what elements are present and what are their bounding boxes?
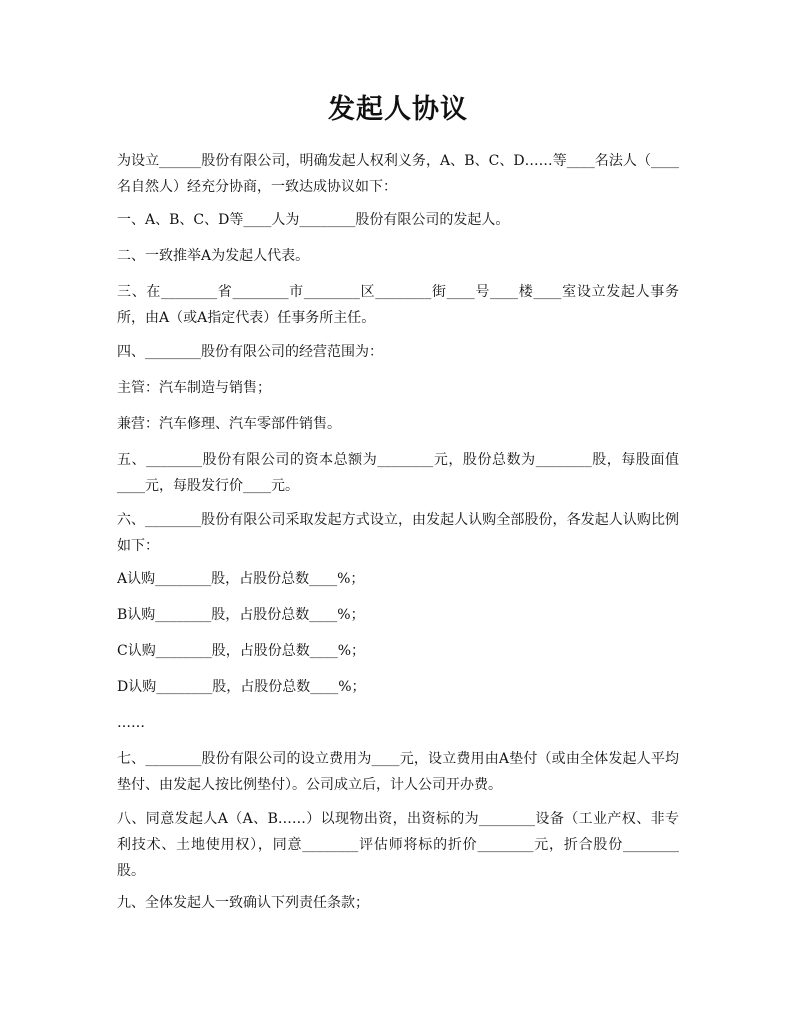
- clause-5: 五、________股份有限公司的资本总额为________元，股份总数为________股，每股面值____元，每股发行价____元。: [117, 452, 679, 494]
- document-title: 发起人协议: [328, 94, 468, 125]
- clause-1: 一、A、B、C、D等____人为________股份有限公司的发起人。: [117, 212, 510, 228]
- clause-2: 二、一致推举A为发起人代表。: [117, 248, 310, 264]
- subscription-d: D认购________股，占股份总数____%；: [117, 679, 366, 695]
- ellipsis: ……: [117, 715, 145, 731]
- side-business: 兼营：汽车修理、汽车零部件销售。: [117, 416, 341, 432]
- clause-9: 九、全体发起人一致确认下列责任条款；: [117, 895, 369, 911]
- subscription-b: B认购________股，占股份总数____%；: [117, 607, 365, 623]
- clause-6: 六、________股份有限公司采取发起方式设立，由发起人认购全部股份，各发起人认购比例如下：: [117, 512, 679, 554]
- clause-3: 三、在________省________市________区________街____号____楼____室设立发起人事务所，由A（或A指定代表）任事务所主任。: [117, 284, 679, 326]
- clause-8: 八、同意发起人A（A、B……）以现物出资，出资标的为________设备（工业产权、非专利技术、土地使用权），同意________评估师将标的折价________元，折合股份________股。: [117, 811, 679, 879]
- subscription-c: C认购________股，占股份总数____%；: [117, 643, 366, 659]
- subscription-a: A认购________股，占股份总数____%；: [117, 571, 365, 587]
- intro-paragraph: 为设立______股份有限公司，明确发起人权利义务，A、B、C、D……等____名法人（____名自然人）经充分协商，一致达成协议如下：: [117, 153, 679, 195]
- clause-4: 四、________股份有限公司的经营范围为：: [117, 344, 383, 360]
- clause-7: 七、________股份有限公司的设立费用为____元，设立费用由A垫付（或由全体发起人平均垫付、由发起人按比例垫付）。公司成立后，计人公司开办费。: [117, 751, 679, 793]
- main-business: 主管：汽车制造与销售；: [117, 380, 271, 396]
